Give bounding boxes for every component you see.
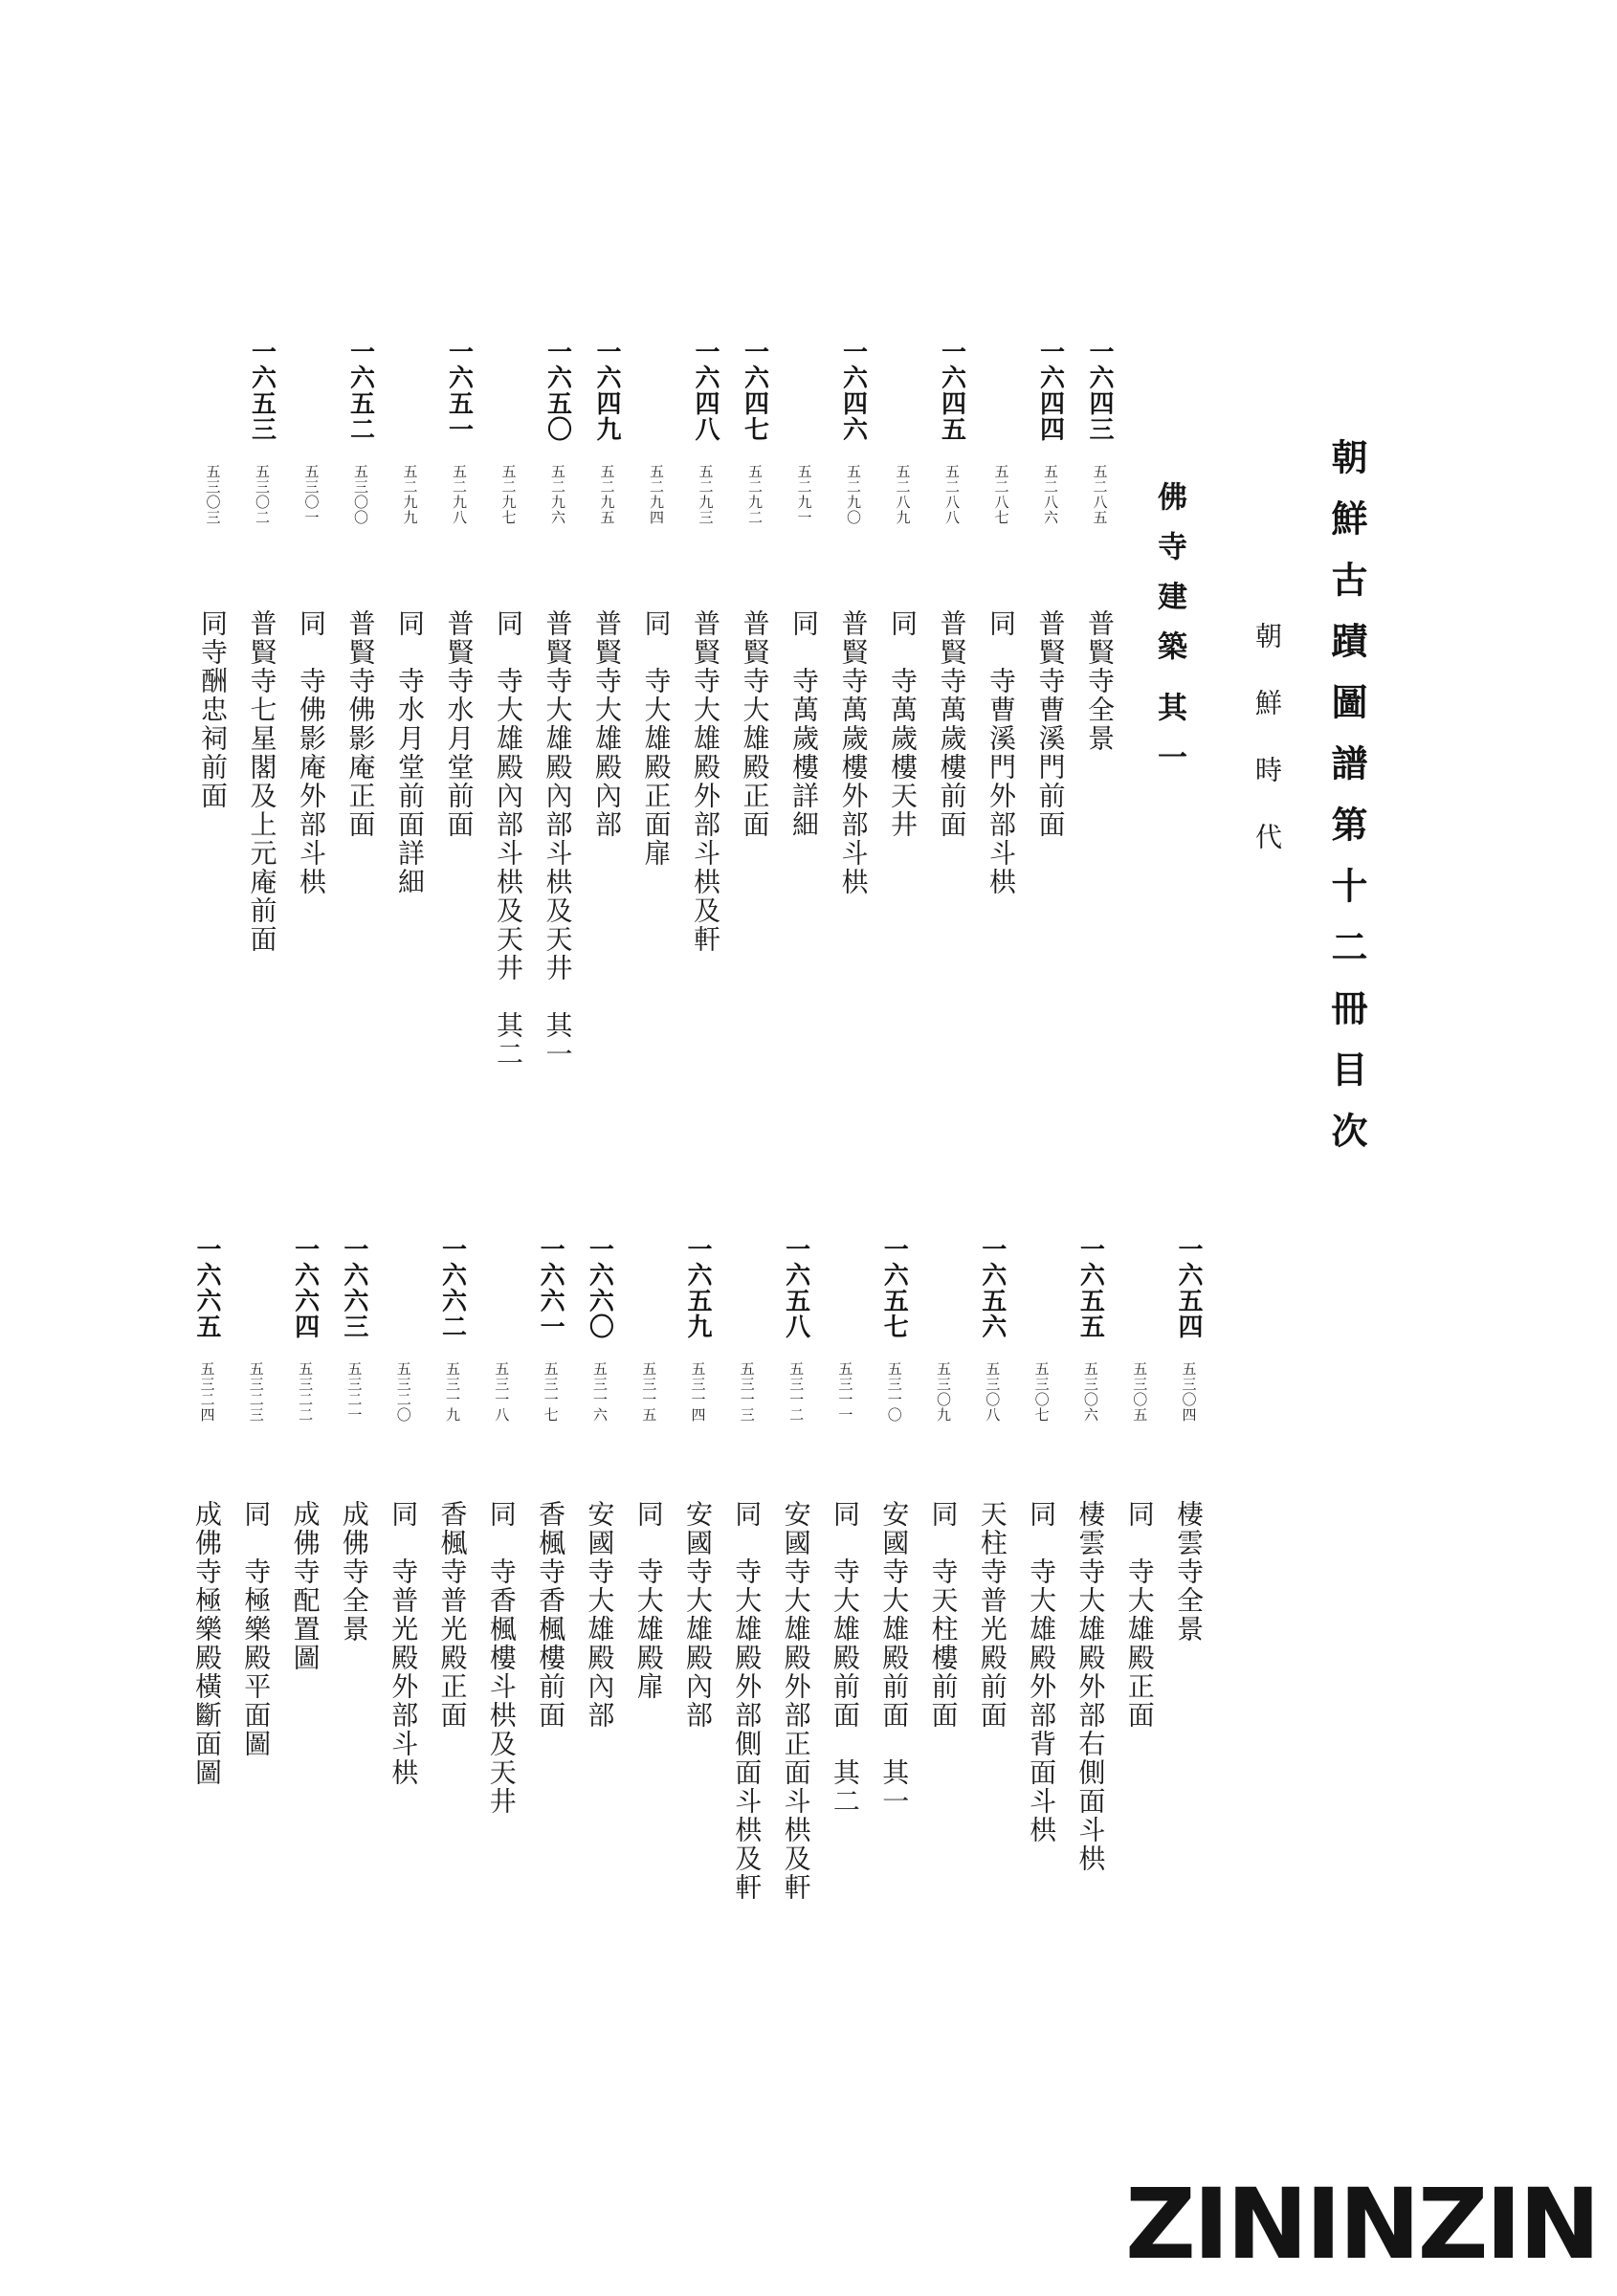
plate-number: 一六五三 bbox=[247, 339, 277, 442]
page-number: 五三二三 bbox=[247, 1361, 265, 1423]
entry-caption: 普賢寺大雄殿內部斗栱及天井 其一 bbox=[542, 609, 574, 1069]
entry-caption: 香楓寺普光殿正面 bbox=[436, 1500, 469, 1730]
page-number: 五三二〇 bbox=[394, 1361, 412, 1423]
page-number: 五二九一 bbox=[795, 464, 813, 525]
entry-caption: 安國寺大雄殿外部正面斗栱及軒 bbox=[780, 1500, 812, 1902]
section-part-label: 其一 bbox=[1152, 692, 1186, 791]
entry-caption: 成佛寺全景 bbox=[338, 1500, 370, 1644]
section-heading bbox=[1154, 481, 1184, 791]
entry-caption: 同 寺極樂殿平面圖 bbox=[240, 1500, 273, 1758]
page-number: 五三二二 bbox=[297, 1361, 315, 1423]
page-number: 五二九八 bbox=[451, 464, 468, 525]
entry-caption: 同 寺大雄殿外部背面斗栱 bbox=[1026, 1500, 1058, 1844]
plate-number: 一六六四 bbox=[290, 1236, 320, 1339]
entry-caption: 香楓寺香楓樓前面 bbox=[535, 1500, 567, 1730]
watermark: ZININZIN bbox=[1125, 2168, 1598, 2282]
page-number: 五三〇六 bbox=[1081, 1361, 1099, 1423]
plate-number: 一六五九 bbox=[683, 1236, 712, 1339]
entry-caption: 同 寺萬歲樓天井 bbox=[887, 609, 919, 839]
plate-number: 一六五七 bbox=[879, 1236, 909, 1339]
entry-caption: 棲雲寺全景 bbox=[1173, 1500, 1205, 1644]
page-number: 五三〇七 bbox=[1032, 1361, 1051, 1423]
entry-caption: 普賢寺萬歲樓前面 bbox=[936, 609, 968, 839]
page-number: 五三〇八 bbox=[984, 1361, 1002, 1423]
page-number: 五三〇二 bbox=[254, 464, 271, 525]
entry-caption: 普賢寺七星閣及上元庵前面 bbox=[246, 609, 278, 954]
page-number: 五三一七 bbox=[542, 1361, 560, 1423]
page-number: 五二九〇 bbox=[845, 464, 862, 525]
entry-caption: 安國寺大雄殿內部 bbox=[682, 1500, 714, 1730]
plate-number: 一六四六 bbox=[838, 339, 868, 442]
page-number: 五三一四 bbox=[689, 1361, 707, 1423]
plate-number: 一六六〇 bbox=[585, 1236, 614, 1339]
page-number: 五二八九 bbox=[894, 464, 912, 525]
page-number: 五二八八 bbox=[943, 464, 961, 525]
entry-caption: 同 寺大雄殿前面 其二 bbox=[829, 1500, 861, 1816]
plate-number: 一六六一 bbox=[536, 1236, 565, 1339]
page-number: 五三〇三 bbox=[204, 464, 222, 525]
page-number: 五二八六 bbox=[1042, 464, 1059, 525]
page-number: 五二九九 bbox=[401, 464, 419, 525]
page-number: 五三一三 bbox=[738, 1361, 756, 1423]
plate-number: 一六五六 bbox=[977, 1236, 1007, 1339]
plate-number: 一六五八 bbox=[781, 1236, 810, 1339]
entry-caption: 同 寺大雄殿正面扉 bbox=[640, 609, 673, 868]
entry-caption: 普賢寺大雄殿內部 bbox=[591, 609, 623, 839]
page-number: 五三一九 bbox=[444, 1361, 461, 1423]
entry-caption: 普賢寺曹溪門前面 bbox=[1034, 609, 1067, 839]
page-number: 五三〇五 bbox=[1131, 1361, 1149, 1423]
entry-caption: 同 寺大雄殿外部側面斗栱及軒 bbox=[731, 1500, 764, 1902]
entry-caption: 普賢寺大雄殿正面 bbox=[739, 609, 771, 839]
entry-caption: 普賢寺大雄殿外部斗栱及軒 bbox=[690, 609, 721, 954]
page-number: 五三〇四 bbox=[1180, 1361, 1198, 1423]
plate-number: 一六五二 bbox=[345, 339, 375, 442]
plate-number: 一六五五 bbox=[1075, 1236, 1105, 1339]
plate-number: 一六六五 bbox=[192, 1236, 221, 1339]
plate-number: 一六四九 bbox=[592, 339, 621, 442]
entry-caption: 同 寺大雄殿正面 bbox=[1123, 1500, 1156, 1730]
page-number: 五三一五 bbox=[640, 1361, 658, 1423]
page-number: 五二九二 bbox=[746, 464, 764, 525]
page-number: 五三一〇 bbox=[885, 1361, 903, 1423]
entry-caption: 同 寺香楓樓斗栱及天井 bbox=[485, 1500, 518, 1816]
plate-number: 一六四七 bbox=[740, 339, 769, 442]
page-number: 五二九四 bbox=[648, 464, 665, 525]
plate-number: 一六四五 bbox=[937, 339, 966, 442]
page-number: 五三〇〇 bbox=[352, 464, 369, 525]
entry-caption: 普賢寺全景 bbox=[1084, 609, 1116, 753]
section-heading-text: 佛寺建築 bbox=[1152, 481, 1186, 680]
era-label: 朝鮮時代 bbox=[1252, 622, 1283, 890]
page-number: 五三一六 bbox=[590, 1361, 609, 1423]
page-number: 五二九五 bbox=[598, 464, 616, 525]
entry-caption: 成佛寺極樂殿橫斷面圖 bbox=[191, 1500, 223, 1787]
document-title: 朝鮮古蹟圖譜第十二冊目次 bbox=[1325, 438, 1368, 1173]
entry-caption: 成佛寺配置圖 bbox=[289, 1500, 321, 1672]
plate-number: 一六五一 bbox=[444, 339, 474, 442]
plate-number: 一六四三 bbox=[1085, 339, 1114, 442]
page-number: 五三〇一 bbox=[302, 464, 321, 525]
page-number: 五三一一 bbox=[836, 1361, 854, 1423]
plate-number: 一六六三 bbox=[339, 1236, 368, 1339]
page-number: 五三二四 bbox=[198, 1361, 216, 1423]
entry-caption: 同 寺大雄殿扉 bbox=[632, 1500, 665, 1701]
entry-caption: 普賢寺萬歲樓外部斗栱 bbox=[837, 609, 870, 896]
plate-number: 一六五〇 bbox=[543, 339, 572, 442]
entry-caption: 天柱寺普光殿前面 bbox=[976, 1500, 1008, 1730]
plate-number: 一六四四 bbox=[1035, 339, 1065, 442]
entry-caption: 同 寺曹溪門外部斗栱 bbox=[986, 609, 1017, 896]
page-number: 五三一八 bbox=[493, 1361, 511, 1423]
entry-caption: 同 寺大雄殿內部斗栱及天井 其二 bbox=[493, 609, 524, 1069]
page-number: 五二九三 bbox=[697, 464, 715, 525]
entry-caption: 同 寺水月堂前面詳細 bbox=[394, 609, 426, 896]
entry-caption: 普賢寺水月堂前面 bbox=[443, 609, 476, 839]
page-number: 五二八五 bbox=[1091, 464, 1109, 525]
entry-caption: 棲雲寺大雄殿外部右側面斗栱 bbox=[1074, 1500, 1107, 1873]
entry-caption: 同寺酬忠祠前面 bbox=[197, 609, 229, 810]
entry-caption: 同 寺普光殿外部斗栱 bbox=[388, 1500, 420, 1787]
entry-caption: 同 寺天柱樓前面 bbox=[927, 1500, 960, 1730]
entry-caption: 普賢寺佛影庵正面 bbox=[344, 609, 377, 839]
entry-caption: 同 寺萬歲樓詳細 bbox=[788, 609, 820, 839]
entry-caption: 安國寺大雄殿內部 bbox=[584, 1500, 616, 1730]
page-number: 五三一二 bbox=[787, 1361, 806, 1423]
page-number: 五二九六 bbox=[549, 464, 566, 525]
entry-caption: 同 寺佛影庵外部斗栱 bbox=[296, 609, 327, 896]
page-number: 五三二一 bbox=[345, 1361, 364, 1423]
entry-caption: 安國寺大雄殿前面 其一 bbox=[878, 1500, 911, 1816]
plate-number: 一六六二 bbox=[437, 1236, 467, 1339]
page-number: 五二九七 bbox=[499, 464, 518, 525]
page-number: 五二八七 bbox=[992, 464, 1010, 525]
plate-number: 一六四八 bbox=[691, 339, 720, 442]
plate-number: 一六五四 bbox=[1174, 1236, 1203, 1339]
page-number: 五三〇九 bbox=[935, 1361, 952, 1423]
